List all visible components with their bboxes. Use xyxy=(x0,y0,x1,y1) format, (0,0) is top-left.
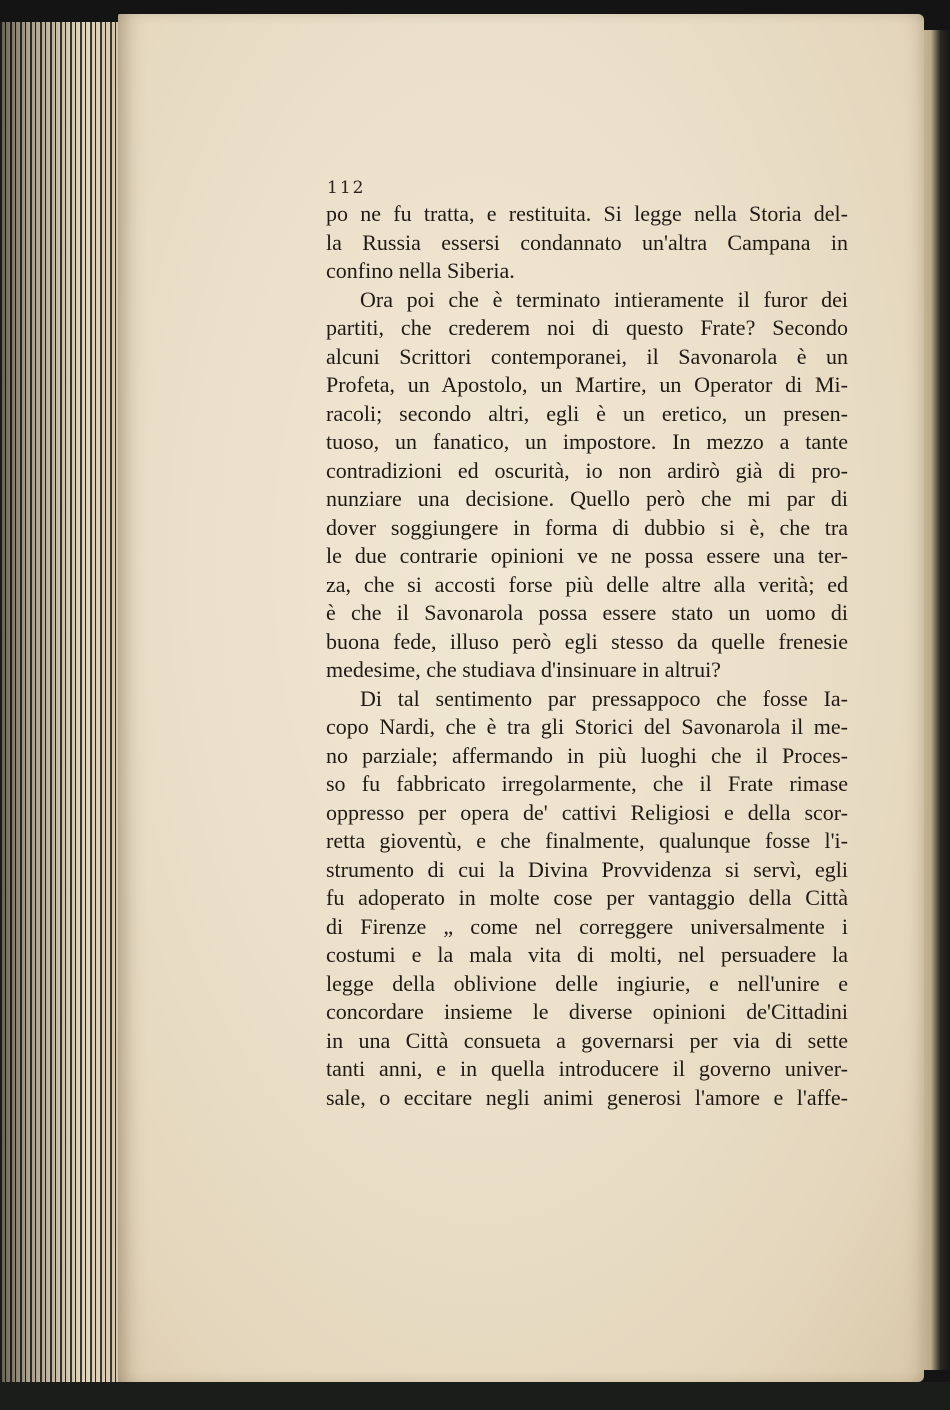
text-line: in una Città consueta a governarsi per via di sette xyxy=(326,1027,848,1053)
page-number: 112 xyxy=(327,178,366,198)
text-line: confino nella Siberia. xyxy=(326,258,515,283)
text-line: costumi e la mala vita di molti, nel persuadere la xyxy=(326,942,848,967)
text-line: tanti anni, e in quella introducere il governo univer- xyxy=(326,1056,848,1081)
text-line: medesime, che studiava d'insinuare in altrui? xyxy=(326,657,721,682)
text-line: po ne fu tratta, e restituita. Si legge nella Storia del- xyxy=(326,201,848,226)
text-line: di Firenze „ come nel correggere universalmente i xyxy=(326,913,848,939)
text-line: no parziale; affermando in più luoghi che il Proces- xyxy=(326,742,848,768)
text-line: concordare insieme le diverse opinioni de'Cittadini xyxy=(326,999,848,1024)
text-line: Di tal sentimento par pressappoco che fosse Ia- xyxy=(360,685,848,711)
body-text xyxy=(326,200,848,1112)
text-line: le due contrarie opinioni ve ne possa essere una ter- xyxy=(326,543,848,568)
text-line: copo Nardi, che è tra gli Storici del Savonarola il me- xyxy=(326,714,848,739)
text-line: fu adoperato in molte cose per vantaggio della Città xyxy=(326,885,848,910)
text-line: è che il Savonarola possa essere stato un uomo di xyxy=(326,600,848,625)
text-line: partiti, che crederem noi di questo Frate? Secondo xyxy=(326,315,848,340)
text-line: so fu fabbricato irregolarmente, che il Frate rimase xyxy=(326,771,848,796)
text-line: za, che si accosti forse più delle altre alla verità; ed xyxy=(326,571,848,597)
text-line: legge della oblivione delle ingiurie, e nell'unire e xyxy=(326,970,848,996)
text-line: la Russia essersi condannato un'altra Campana in xyxy=(326,229,848,255)
text-line: retta gioventù, e che finalmente, qualunque fosse l'i- xyxy=(326,828,848,853)
text-line: alcuni Scrittori contemporanei, il Savonarola è un xyxy=(326,343,848,369)
text-line: buona fede, illuso però egli stesso da quelle frenesie xyxy=(326,628,848,654)
text-line: oppresso per opera de' cattivi Religiosi e della scor- xyxy=(326,799,848,825)
text-line: dover soggiungere in forma di dubbio si è, che tra xyxy=(326,514,848,540)
text-line: tuoso, un fanatico, un impostore. In mezzo a tante xyxy=(326,429,848,454)
text-line: strumento di cui la Divina Provvidenza si servì, egli xyxy=(326,856,848,882)
text-line: sale, o eccitare negli animi generosi l'amore e l'affe- xyxy=(326,1084,848,1110)
text-line: Profeta, un Apostolo, un Martire, un Operator di Mi- xyxy=(326,372,848,397)
text-line: racoli; secondo altri, egli è un eretico, un presen- xyxy=(326,400,848,426)
text-line: Ora poi che è terminato intieramente il furor dei xyxy=(360,286,848,312)
text-line: contradizioni ed oscurità, io non ardirò già di pro- xyxy=(326,457,848,483)
text-line: nunziare una decisione. Quello però che mi par di xyxy=(326,486,848,511)
bottom-border xyxy=(0,1382,950,1410)
